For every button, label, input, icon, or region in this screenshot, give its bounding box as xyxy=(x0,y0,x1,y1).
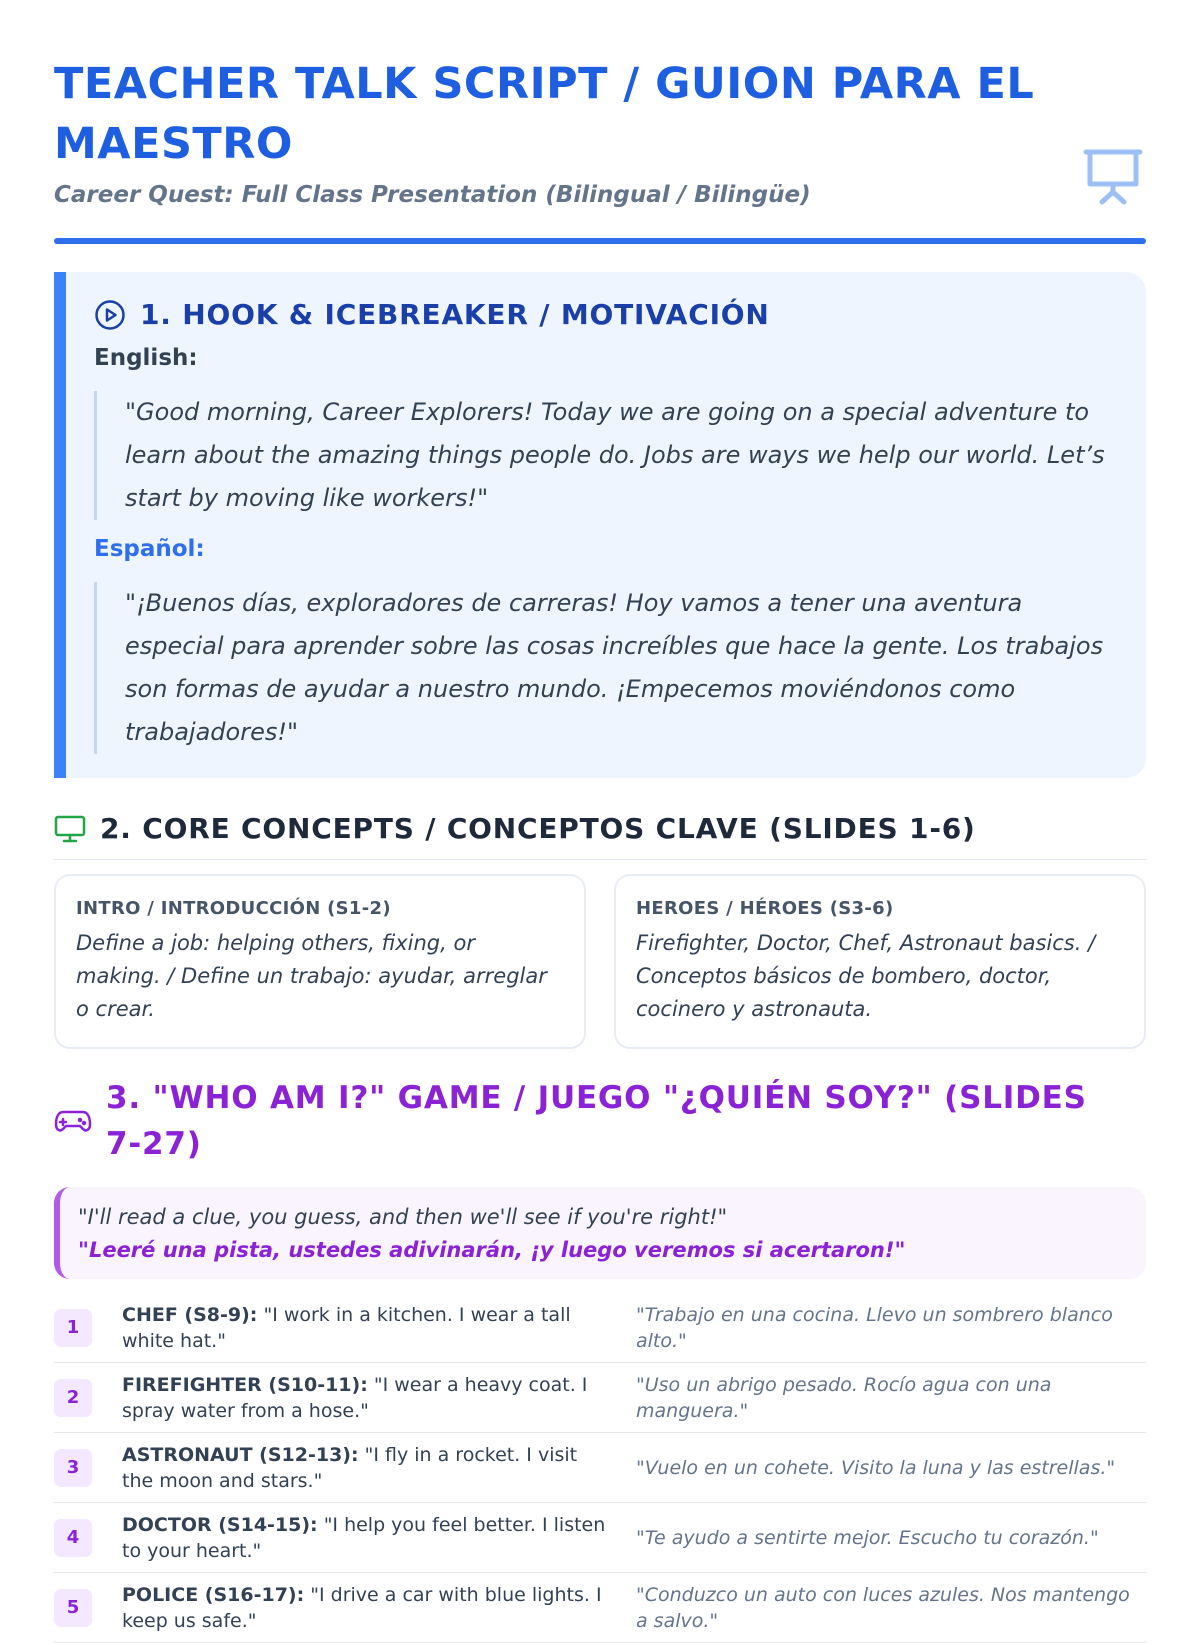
clue-career-label: FIREFIGHTER (S10-11): xyxy=(122,1373,368,1396)
clue-spanish: "Conduzco un auto con luces azules. Nos mantengo a salvo." xyxy=(636,1583,1130,1632)
clue-career-label: CHEF (S8-9): xyxy=(122,1303,258,1326)
hook-section xyxy=(54,272,1146,778)
header-divider xyxy=(54,238,1146,244)
clue-number-badge: 4 xyxy=(54,1519,92,1557)
clue-english-text: "I work in a kitchen. I wear a tall white hat." xyxy=(122,1303,571,1352)
game-heading xyxy=(54,1075,1146,1167)
core-concepts-heading xyxy=(54,812,1146,860)
game-intro-english: "I'll read a clue, you guess, and then we'll see if you're right!" xyxy=(78,1205,728,1229)
english-label: English: xyxy=(94,345,198,371)
play-circle-icon xyxy=(94,299,126,331)
clue-career-label: POLICE (S16-17): xyxy=(122,1583,305,1606)
clue-row xyxy=(54,1503,1146,1573)
clue-english-text: "I help you feel better. I listen to your heart." xyxy=(122,1513,606,1562)
gamepad-icon xyxy=(54,1106,92,1136)
clue-spanish: "Uso un abrigo pesado. Rocío agua con una manguera." xyxy=(636,1373,1052,1422)
clue-row xyxy=(54,1573,1146,1643)
monitor-icon xyxy=(54,814,86,844)
concept-card-intro xyxy=(54,874,586,1049)
clue-number-badge: 5 xyxy=(54,1589,92,1627)
concept-card-title: INTRO / INTRODUCCIÓN (S1-2) xyxy=(76,898,391,919)
clue-number-badge: 1 xyxy=(54,1309,92,1347)
game-heading-text: 3. "WHO AM I?" GAME / JUEGO "¿QUIÉN SOY?" (SLIDES 7-27) xyxy=(106,1080,1087,1162)
core-concepts-heading-text: 2. CORE CONCEPTS / CONCEPTOS CLAVE (SLIDES 1-6) xyxy=(100,812,976,845)
clue-row xyxy=(54,1363,1146,1433)
spanish-label: Español: xyxy=(94,536,205,562)
clue-english xyxy=(122,1512,612,1564)
game-intro-callout xyxy=(54,1187,1146,1279)
page-header xyxy=(54,0,1146,244)
concept-cards xyxy=(54,874,1146,1049)
clue-career-label: ASTRONAUT (S12-13): xyxy=(122,1443,359,1466)
hook-heading-text: 1. HOOK & ICEBREAKER / MOTIVACIÓN xyxy=(140,298,770,331)
page-title: TEACHER TALK SCRIPT / GUION PARA EL MAESTRO xyxy=(54,59,1035,169)
game-intro-spanish: "Leeré una pista, ustedes adivinarán, ¡y luego veremos si acertaron!" xyxy=(78,1238,906,1262)
page-subtitle: Career Quest: Full Class Presentation (Bilingual / Bilingüe) xyxy=(54,182,811,208)
concept-card-heroes xyxy=(614,874,1146,1049)
clue-spanish: "Te ayudo a sentirte mejor. Escucho tu corazón." xyxy=(636,1526,1099,1549)
clue-career-label: DOCTOR (S14-15): xyxy=(122,1513,318,1536)
english-quote: "Good morning, Career Explorers! Today we are going on a special adventure to learn about the amazing things people do. Jobs are ways we help our world. Let’s start by moving like workers!" xyxy=(94,391,1118,520)
clue-row xyxy=(54,1433,1146,1503)
clue-english-text: "I fly in a rocket. I visit the moon and stars." xyxy=(122,1443,578,1492)
spanish-quote: "¡Buenos días, exploradores de carreras! Hoy vamos a tener una aventura especial para aprender sobre las cosas increíbles que hace la gente. Los trabajos son formas de ayudar a nuestro mundo. ¡Empecemos moviéndonos como trabajadores!" xyxy=(94,582,1118,754)
clue-row xyxy=(54,1293,1146,1363)
concept-card-text: Firefighter, Doctor, Chef, Astronaut basics. / Conceptos básicos de bombero, doctor, cocinero y astronauta. xyxy=(636,931,1096,1021)
concept-card-text: Define a job: helping others, fixing, or making. / Define un trabajo: ayudar, arreglar o crear. xyxy=(76,931,547,1021)
clue-english xyxy=(122,1582,612,1634)
concept-card-title: HEROES / HÉROES (S3-6) xyxy=(636,898,894,919)
clue-spanish: "Vuelo en un cohete. Visito la luna y las estrellas." xyxy=(636,1456,1116,1479)
clue-english-text: "I drive a car with blue lights. I keep us safe." xyxy=(122,1583,602,1632)
presentation-board-icon xyxy=(1082,148,1144,206)
clue-english xyxy=(122,1302,612,1354)
clue-number-badge: 3 xyxy=(54,1449,92,1487)
clue-english xyxy=(122,1372,612,1424)
clue-english-text: "I wear a heavy coat. I spray water from a hose." xyxy=(122,1373,588,1422)
clue-list xyxy=(54,1293,1146,1643)
hook-heading xyxy=(94,298,1118,331)
clue-spanish: "Trabajo en una cocina. Llevo un sombrero blanco alto." xyxy=(636,1303,1113,1352)
clue-english xyxy=(122,1442,612,1494)
clue-number-badge: 2 xyxy=(54,1379,92,1417)
